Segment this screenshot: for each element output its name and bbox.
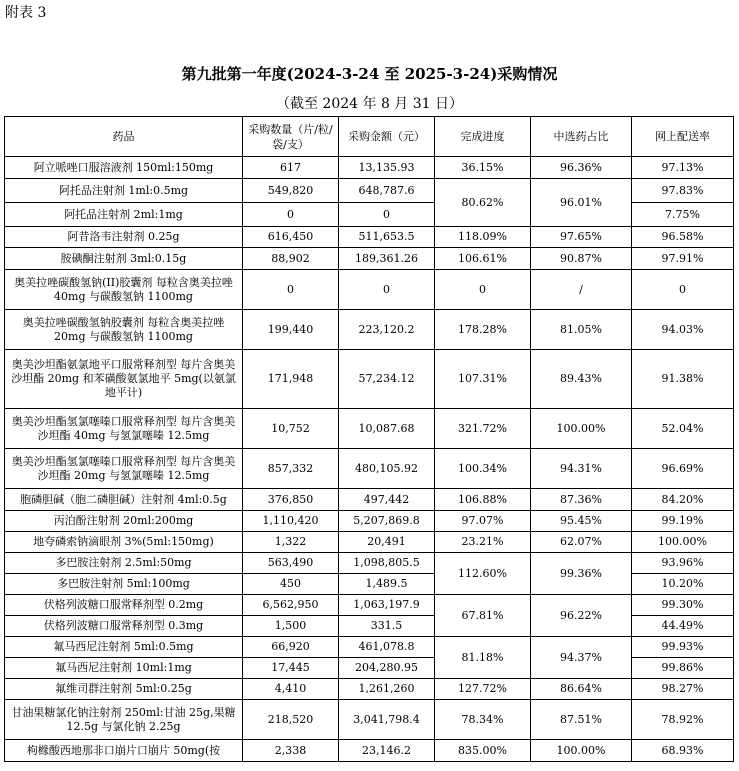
- online-rate-cell: 97.13%: [632, 157, 734, 179]
- drug-cell: 胺碘酮注射剂 3ml:0.15g: [5, 248, 243, 270]
- progress-cell: 0: [435, 270, 531, 310]
- share-cell: 100.00%: [531, 409, 632, 449]
- progress-cell: 67.81%: [435, 595, 531, 637]
- drug-cell: 胞磷胆碱（胞二磷胆碱）注射剂 4ml:0.5g: [5, 489, 243, 511]
- quantity-cell: 1,500: [243, 616, 339, 637]
- amount-cell: 57,234.12: [339, 350, 435, 409]
- drug-cell: 伏格列波糖口服常释剂型 0.3mg: [5, 616, 243, 637]
- share-cell: 95.45%: [531, 511, 632, 532]
- share-cell: 81.05%: [531, 310, 632, 350]
- progress-cell: 100.34%: [435, 449, 531, 489]
- quantity-cell: 0: [243, 270, 339, 310]
- quantity-cell: 10,752: [243, 409, 339, 449]
- amount-cell: 0: [339, 203, 435, 227]
- progress-cell: 106.88%: [435, 489, 531, 511]
- quantity-cell: 2,338: [243, 740, 339, 762]
- share-cell: 90.87%: [531, 248, 632, 270]
- amount-cell: 480,105.92: [339, 449, 435, 489]
- online-rate-cell: 100.00%: [632, 532, 734, 553]
- progress-cell: 321.72%: [435, 409, 531, 449]
- amount-cell: 23,146.2: [339, 740, 435, 762]
- progress-cell: 118.09%: [435, 227, 531, 248]
- amount-cell: 10,087.68: [339, 409, 435, 449]
- amount-cell: 13,135.93: [339, 157, 435, 179]
- quantity-cell: 4,410: [243, 679, 339, 700]
- amount-cell: 1,261,260: [339, 679, 435, 700]
- quantity-cell: 617: [243, 157, 339, 179]
- table-row: [5, 409, 734, 449]
- online-rate-cell: 78.92%: [632, 700, 734, 740]
- online-rate-cell: 84.20%: [632, 489, 734, 511]
- online-rate-cell: 44.49%: [632, 616, 734, 637]
- table-row: [5, 248, 734, 270]
- table-row: [5, 489, 734, 511]
- share-cell: /: [531, 270, 632, 310]
- drug-cell: 枸橼酸西地那非口崩片口崩片 50mg(按: [5, 740, 243, 762]
- drug-cell: 阿托品注射剂 2ml:1mg: [5, 203, 243, 227]
- amount-cell: 497,442: [339, 489, 435, 511]
- online-rate-cell: 99.19%: [632, 511, 734, 532]
- drug-cell: 阿昔洛韦注射剂 0.25g: [5, 227, 243, 248]
- annex-label: 附表 3: [5, 5, 47, 21]
- quantity-cell: 218,520: [243, 700, 339, 740]
- share-cell: 86.64%: [531, 679, 632, 700]
- progress-cell: 107.31%: [435, 350, 531, 409]
- share-cell: 89.43%: [531, 350, 632, 409]
- share-cell: 99.36%: [531, 553, 632, 595]
- drug-cell: 甘油果糖氯化钠注射剂 250ml:甘油 25g,果糖 12.5g 与氯化钠 2.25g: [5, 700, 243, 740]
- table-row: [5, 179, 734, 203]
- table-row: [5, 700, 734, 740]
- share-cell: 94.31%: [531, 449, 632, 489]
- online-rate-cell: 98.27%: [632, 679, 734, 700]
- amount-cell: 461,078.8: [339, 637, 435, 658]
- table-row: [5, 553, 734, 574]
- progress-cell: 36.15%: [435, 157, 531, 179]
- share-cell: 100.00%: [531, 740, 632, 762]
- quantity-cell: 6,562,950: [243, 595, 339, 616]
- header-quantity: 采购数量（片/粒/袋/支）: [243, 117, 339, 157]
- quantity-cell: 1,110,420: [243, 511, 339, 532]
- online-rate-cell: 94.03%: [632, 310, 734, 350]
- table-row: [5, 270, 734, 310]
- online-rate-cell: 93.96%: [632, 553, 734, 574]
- quantity-cell: 17,445: [243, 658, 339, 679]
- quantity-cell: 549,820: [243, 179, 339, 203]
- online-rate-cell: 52.04%: [632, 409, 734, 449]
- amount-cell: 204,280.95: [339, 658, 435, 679]
- share-cell: 87.51%: [531, 700, 632, 740]
- quantity-cell: 88,902: [243, 248, 339, 270]
- online-rate-cell: 99.30%: [632, 595, 734, 616]
- drug-cell: 氟马西尼注射剂 5ml:0.5mg: [5, 637, 243, 658]
- progress-cell: 81.18%: [435, 637, 531, 679]
- table-row: [5, 679, 734, 700]
- drug-cell: 氟维司群注射剂 5ml:0.25g: [5, 679, 243, 700]
- table-row: [5, 595, 734, 616]
- quantity-cell: 1,322: [243, 532, 339, 553]
- table-row: [5, 532, 734, 553]
- quantity-cell: 66,920: [243, 637, 339, 658]
- amount-cell: 648,787.6: [339, 179, 435, 203]
- share-cell: 96.01%: [531, 179, 632, 227]
- drug-cell: 奥美拉唑碳酸氢钠胶囊剂 每粒含奥美拉唑 20mg 与碳酸氢钠 1100mg: [5, 310, 243, 350]
- table-row: [5, 449, 734, 489]
- amount-cell: 20,491: [339, 532, 435, 553]
- drug-cell: 伏格列波糖口服常释剂型 0.2mg: [5, 595, 243, 616]
- amount-cell: 223,120.2: [339, 310, 435, 350]
- quantity-cell: 857,332: [243, 449, 339, 489]
- table-row: [5, 350, 734, 409]
- table-header-row: [5, 117, 734, 157]
- drug-cell: 地夸磷索钠滴眼剂 3%(5ml:150mg): [5, 532, 243, 553]
- online-rate-cell: 97.83%: [632, 179, 734, 203]
- share-cell: 87.36%: [531, 489, 632, 511]
- procurement-table: [4, 116, 734, 762]
- quantity-cell: 450: [243, 574, 339, 595]
- amount-cell: 189,361.26: [339, 248, 435, 270]
- drug-cell: 奥美沙坦酯氨氯地平口服常释剂型 每片含奥美沙坦酯 20mg 和苯磺酸氨氯地平 5mg(以氨氯地平计): [5, 350, 243, 409]
- online-rate-cell: 96.58%: [632, 227, 734, 248]
- online-rate-cell: 91.38%: [632, 350, 734, 409]
- drug-cell: 多巴胺注射剂 5ml:100mg: [5, 574, 243, 595]
- drug-cell: 奥美沙坦酯氢氯噻嗪口服常释剂型 每片含奥美沙坦酯 40mg 与氢氯噻嗪 12.5mg: [5, 409, 243, 449]
- share-cell: 62.07%: [531, 532, 632, 553]
- progress-cell: 127.72%: [435, 679, 531, 700]
- drug-cell: 多巴胺注射剂 2.5ml:50mg: [5, 553, 243, 574]
- progress-cell: 23.21%: [435, 532, 531, 553]
- share-cell: 96.22%: [531, 595, 632, 637]
- share-cell: 97.65%: [531, 227, 632, 248]
- share-cell: 96.36%: [531, 157, 632, 179]
- progress-cell: 78.34%: [435, 700, 531, 740]
- table-row: [5, 227, 734, 248]
- quantity-cell: 616,450: [243, 227, 339, 248]
- online-rate-cell: 0: [632, 270, 734, 310]
- drug-cell: 氟马西尼注射剂 10ml:1mg: [5, 658, 243, 679]
- online-rate-cell: 10.20%: [632, 574, 734, 595]
- progress-cell: 178.28%: [435, 310, 531, 350]
- table-row: [5, 157, 734, 179]
- quantity-cell: 0: [243, 203, 339, 227]
- amount-cell: 3,041,798.4: [339, 700, 435, 740]
- drug-cell: 阿托品注射剂 1ml:0.5mg: [5, 179, 243, 203]
- table-row: [5, 637, 734, 658]
- amount-cell: 1,489.5: [339, 574, 435, 595]
- progress-cell: 80.62%: [435, 179, 531, 227]
- table-row: [5, 310, 734, 350]
- quantity-cell: 563,490: [243, 553, 339, 574]
- progress-cell: 835.00%: [435, 740, 531, 762]
- page-title: 第九批第一年度(2024-3-24 至 2025-3-24)采购情况: [181, 65, 558, 83]
- header-drug: 药品: [5, 117, 243, 157]
- amount-cell: 5,207,869.8: [339, 511, 435, 532]
- online-rate-cell: 97.91%: [632, 248, 734, 270]
- drug-cell: 阿立哌唑口服溶液剂 150ml:150mg: [5, 157, 243, 179]
- page-subtitle: （截至 2024 年 8 月 31 日）: [275, 96, 464, 112]
- share-cell: 94.37%: [531, 637, 632, 679]
- quantity-cell: 199,440: [243, 310, 339, 350]
- header-share: 中选药占比: [531, 117, 632, 157]
- amount-cell: 331.5: [339, 616, 435, 637]
- header-progress: 完成进度: [435, 117, 531, 157]
- amount-cell: 511,653.5: [339, 227, 435, 248]
- drug-cell: 奥美沙坦酯氢氯噻嗪口服常释剂型 每片含奥美沙坦酯 20mg 与氢氯噻嗪 12.5mg: [5, 449, 243, 489]
- drug-cell: 丙泊酚注射剂 20ml:200mg: [5, 511, 243, 532]
- online-rate-cell: 68.93%: [632, 740, 734, 762]
- progress-cell: 106.61%: [435, 248, 531, 270]
- table-row: [5, 740, 734, 762]
- online-rate-cell: 96.69%: [632, 449, 734, 489]
- amount-cell: 1,098,805.5: [339, 553, 435, 574]
- quantity-cell: 376,850: [243, 489, 339, 511]
- progress-cell: 112.60%: [435, 553, 531, 595]
- table-row: [5, 511, 734, 532]
- header-amount: 采购金额（元）: [339, 117, 435, 157]
- header-online-rate: 网上配送率: [632, 117, 734, 157]
- online-rate-cell: 99.86%: [632, 658, 734, 679]
- quantity-cell: 171,948: [243, 350, 339, 409]
- amount-cell: 0: [339, 270, 435, 310]
- drug-cell: 奥美拉唑碳酸氢钠(II)胶囊剂 每粒含奥美拉唑 40mg 与碳酸氢钠 1100mg: [5, 270, 243, 310]
- amount-cell: 1,063,197.9: [339, 595, 435, 616]
- online-rate-cell: 99.93%: [632, 637, 734, 658]
- progress-cell: 97.07%: [435, 511, 531, 532]
- online-rate-cell: 7.75%: [632, 203, 734, 227]
